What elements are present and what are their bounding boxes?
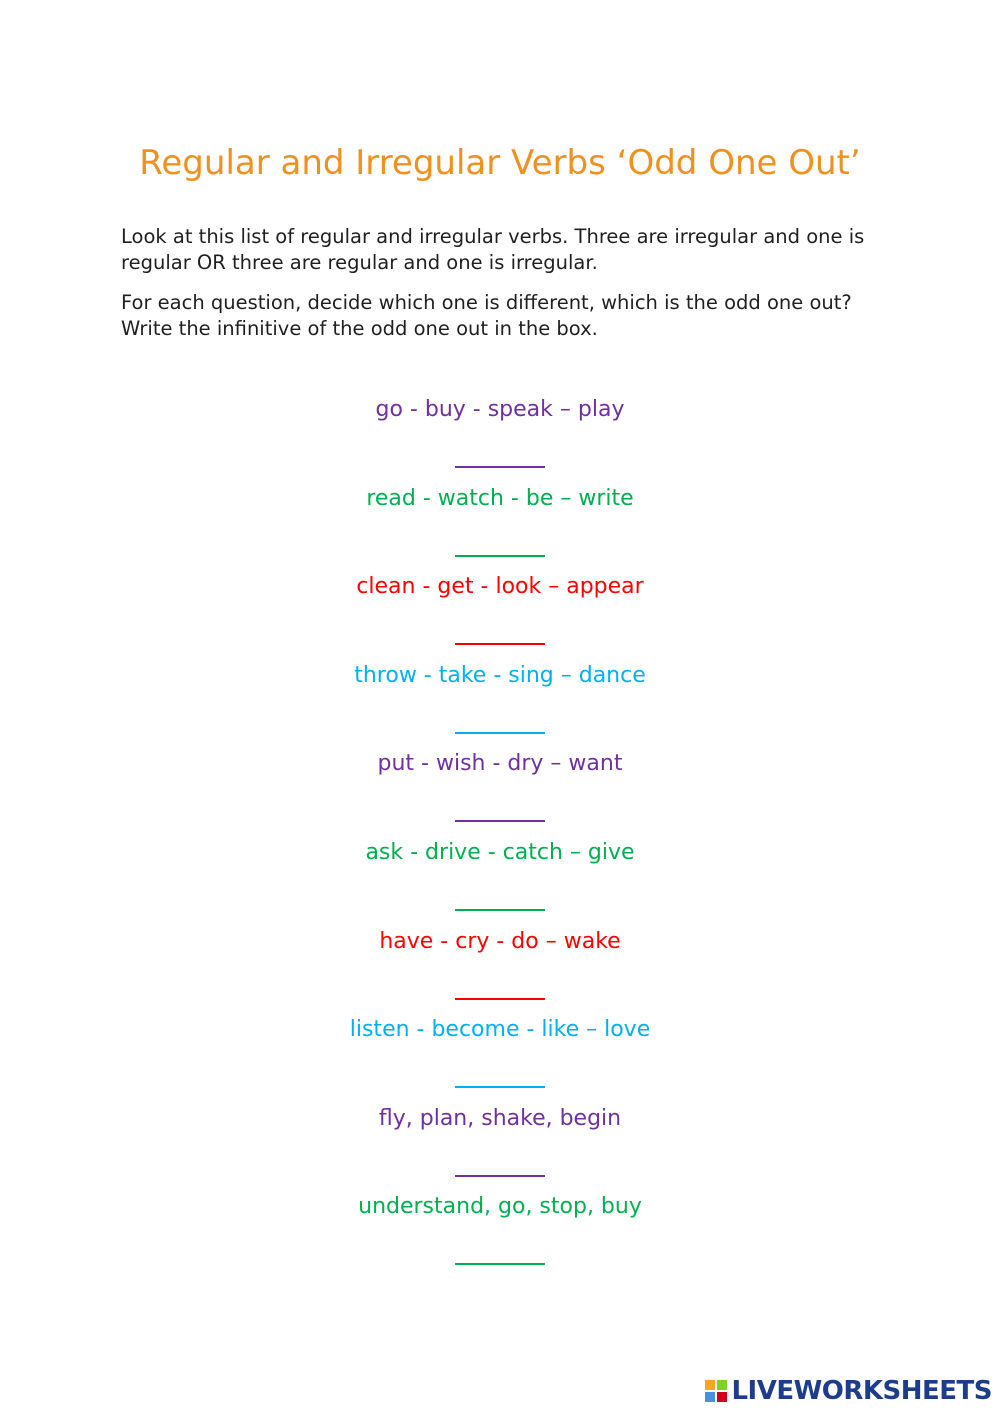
- answer-box[interactable]: [0, 529, 1000, 557]
- answer-box[interactable]: [0, 706, 1000, 734]
- question-verbs: understand, go, stop, buy: [358, 1194, 642, 1219]
- answer-box[interactable]: [0, 794, 1000, 822]
- question-verbs: throw - take - sing – dance: [354, 663, 646, 688]
- question-verbs: go - buy - speak – play: [375, 397, 625, 422]
- answer-box[interactable]: [0, 1149, 1000, 1177]
- logo-icon: [705, 1380, 727, 1402]
- question-verbs: have - cry - do – wake: [379, 929, 621, 954]
- question-verbs: read - watch - be – write: [366, 486, 634, 511]
- answer-box[interactable]: [0, 440, 1000, 468]
- instructions-paragraph-2: For each question, decide which one is different, which is the odd one out? Write the infinitive of the odd one out in the box.: [121, 291, 852, 340]
- instructions-paragraph-1: Look at this list of regular and irregular verbs. Three are irregular and one is regular OR three are regular and one is irregular.: [121, 225, 865, 274]
- question-verbs: ask - drive - catch – give: [365, 840, 635, 865]
- liveworksheets-logo: [705, 1377, 992, 1405]
- question-verbs: put - wish - dry – want: [377, 751, 623, 776]
- answer-box[interactable]: [0, 617, 1000, 645]
- question-verbs: listen - become - like – love: [349, 1017, 651, 1042]
- question-verbs: fly, plan, shake, begin: [378, 1106, 622, 1131]
- answer-box[interactable]: [0, 1060, 1000, 1088]
- page-title: Regular and Irregular Verbs ‘Odd One Out’: [139, 143, 861, 183]
- answer-box[interactable]: [0, 972, 1000, 1000]
- answer-box[interactable]: [0, 883, 1000, 911]
- answer-box[interactable]: [0, 1237, 1000, 1265]
- logo-text: LIVEWORKSHEETS: [731, 1376, 992, 1406]
- question-verbs: clean - get - look – appear: [356, 574, 644, 599]
